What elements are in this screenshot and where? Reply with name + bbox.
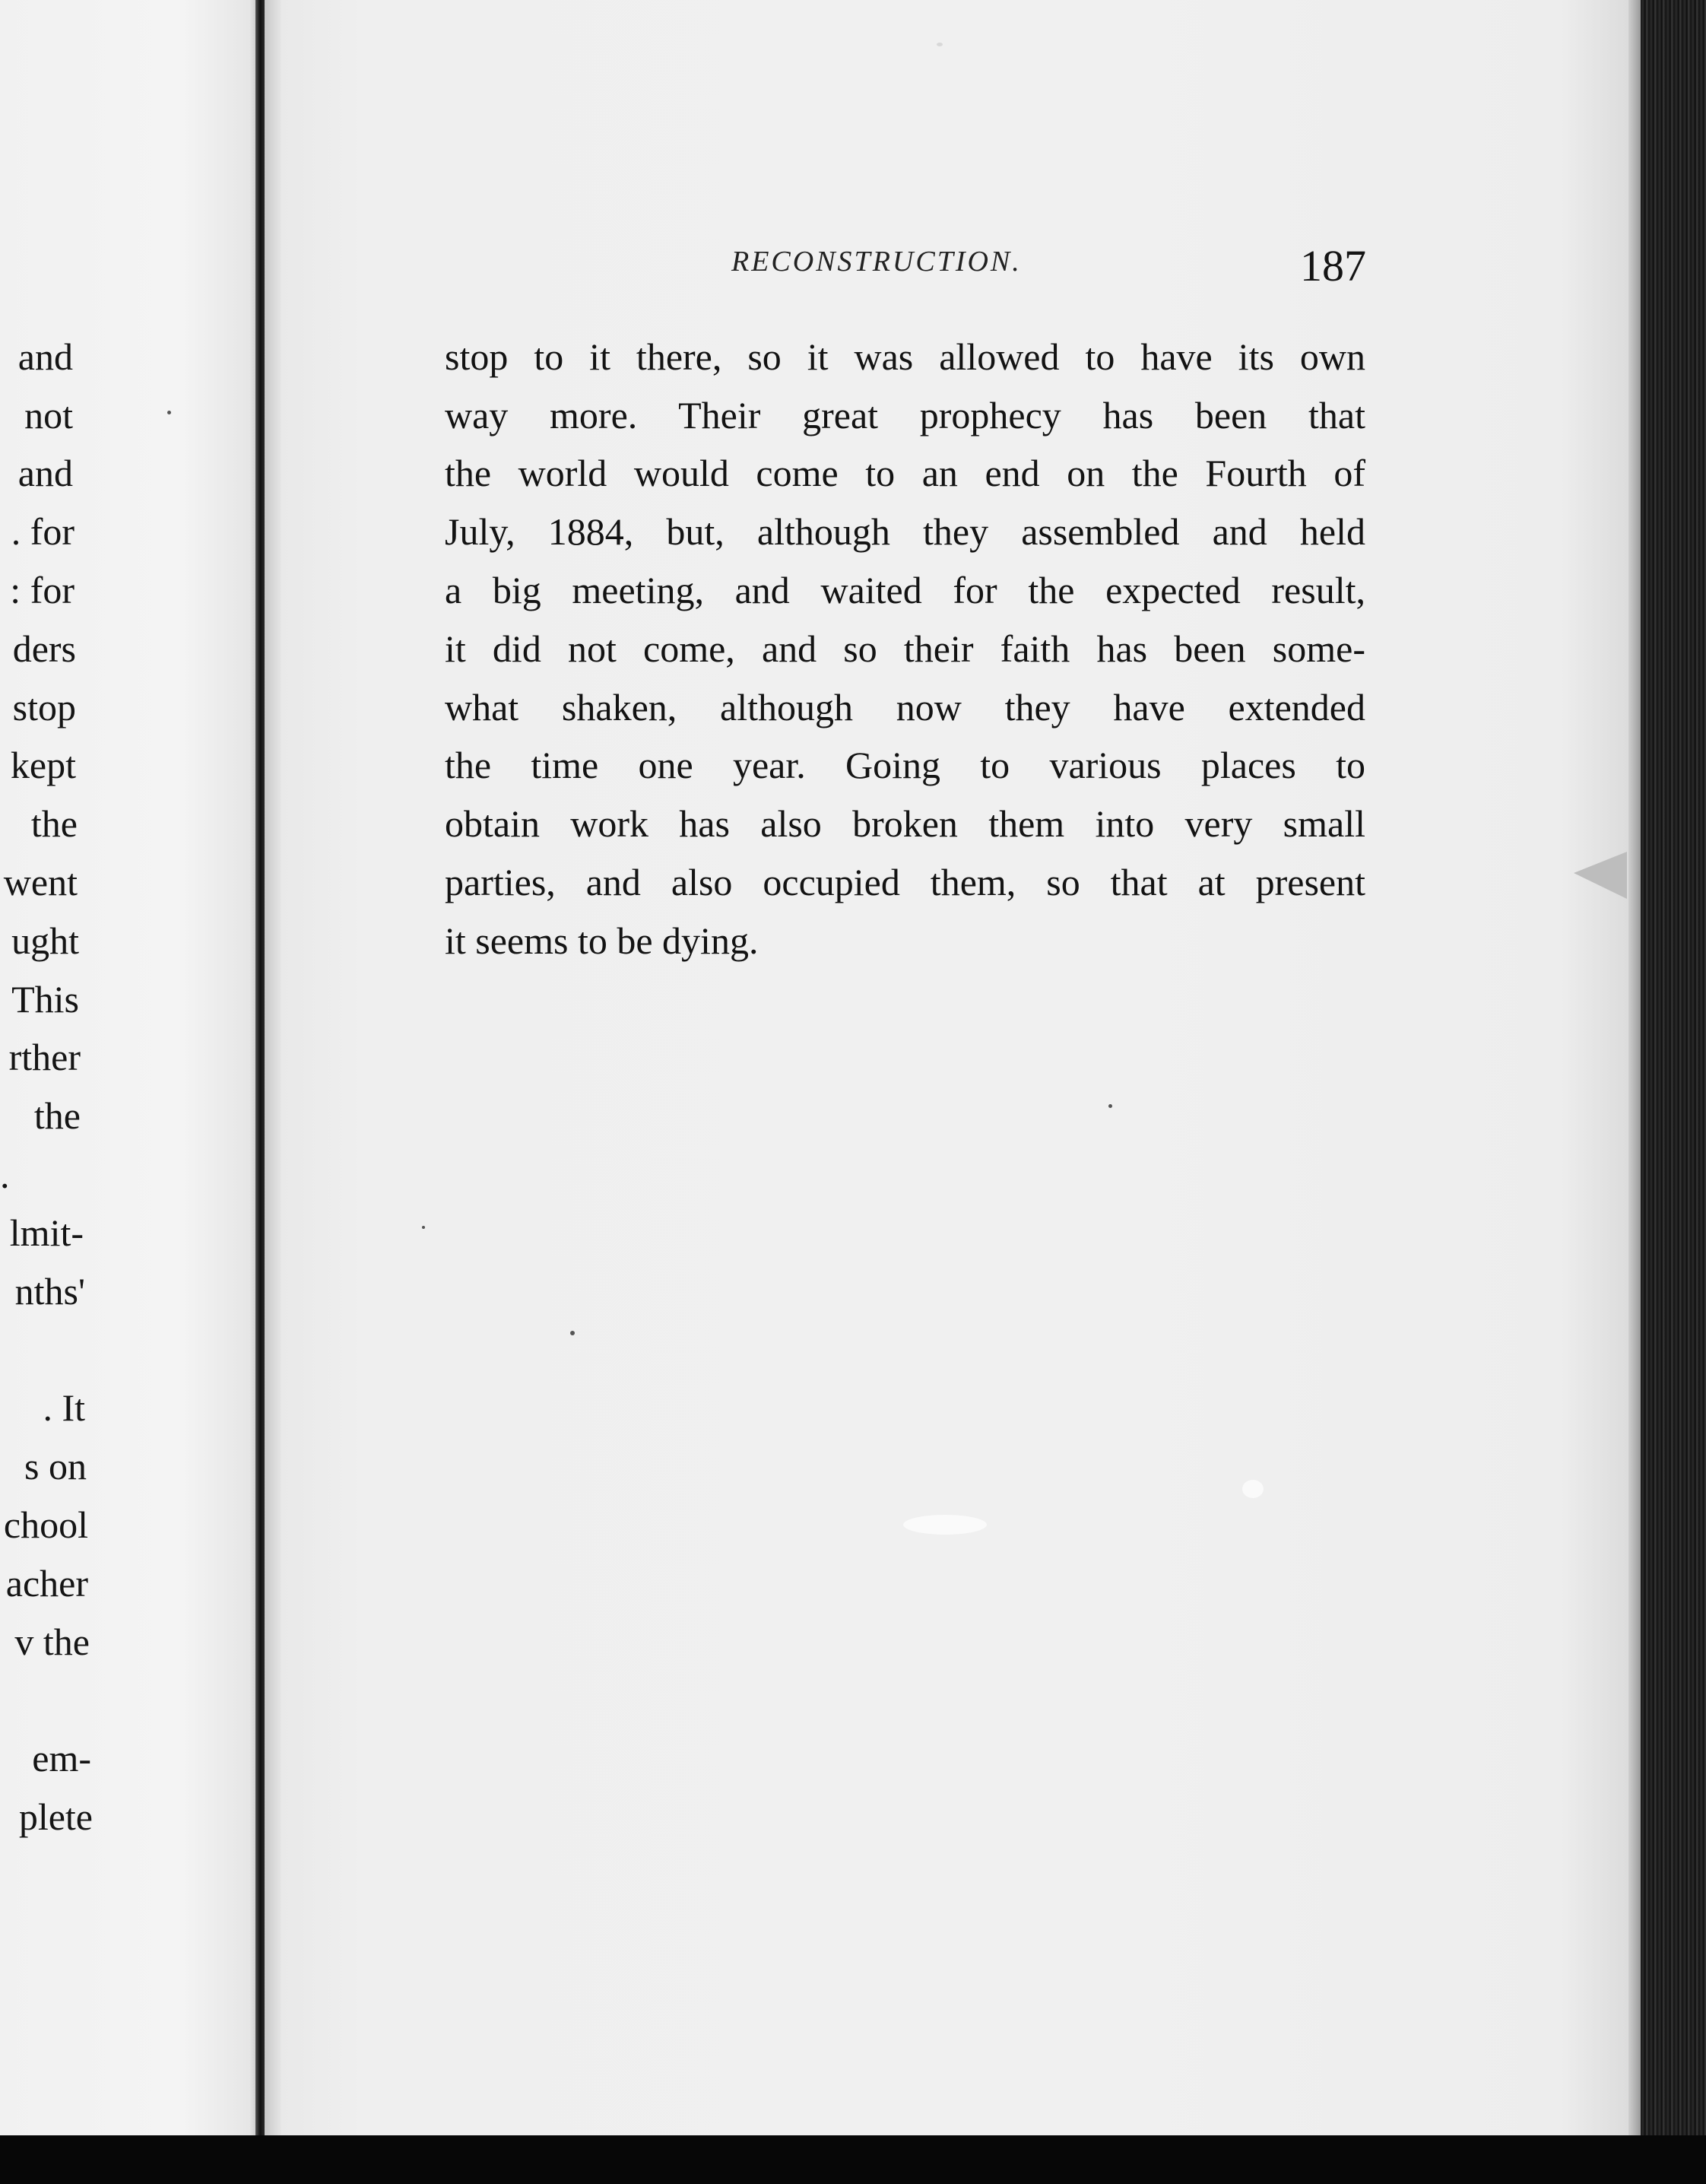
left-page-line-6: ders [12, 627, 76, 670]
body-line-4: July, 1884, but, although they assembled and held [445, 510, 1365, 553]
left-page-line-12: This [11, 978, 79, 1021]
right-page-edge [1628, 0, 1641, 2138]
left-page-line-5: : for [10, 569, 75, 611]
left-page-line-7: stop [12, 686, 76, 729]
left-page-line-20: chool [3, 1503, 88, 1546]
body-line-6: it did not come, and so their faith has been some- [445, 627, 1365, 670]
dust-speck [570, 1331, 575, 1335]
body-line-7: what shaken, although now they have extended [445, 686, 1365, 729]
body-line-8: the time one year. Going to various places to [445, 744, 1365, 786]
body-line-11: it seems to be dying. [445, 919, 759, 962]
left-page-fragment [0, 0, 260, 2135]
body-line-2: way more. Their great prophecy has been that [445, 394, 1365, 436]
left-page-line-16: lmit- [9, 1211, 84, 1254]
left-page-line-21: acher [5, 1562, 88, 1605]
left-page-line-4: . for [11, 510, 75, 553]
body-line-9: obtain work has also broken them into very small [445, 802, 1365, 845]
gutter-shadow [265, 0, 281, 2135]
left-page-line-24: plete [18, 1795, 93, 1838]
left-page-line-2: not [24, 394, 73, 436]
body-line-1: stop to it there, so it was allowed to have its own [445, 335, 1365, 378]
scan-bottom-border [0, 2135, 1706, 2184]
running-head: RECONSTRUCTION. [731, 246, 1022, 278]
left-page-line-18: . It [43, 1386, 85, 1429]
left-page-line-19: s on [24, 1445, 87, 1487]
left-page-line-15: . [0, 1154, 10, 1196]
paper-smudge [1242, 1480, 1264, 1498]
body-line-5: a big meeting, and waited for the expected result, [445, 569, 1365, 611]
body-line-3: the world would come to an end on the Fourth of [445, 452, 1365, 494]
right-page [281, 0, 1628, 2138]
book-gutter [255, 0, 265, 2135]
body-line-10: parties, and also occupied them, so that at present [445, 861, 1365, 903]
paper-smudge [903, 1515, 987, 1535]
dust-speck [167, 411, 171, 414]
left-page-line-22: v the [14, 1621, 90, 1663]
left-page-line-9: the [30, 802, 78, 845]
left-page-line-11: ught [11, 919, 79, 962]
dust-speck [937, 43, 943, 46]
left-page-line-8: kept [10, 744, 76, 786]
left-page-line-10: went [3, 861, 78, 903]
page-number: 187 [1300, 241, 1366, 290]
left-page-line-14: the [33, 1094, 81, 1137]
left-page-line-3: and [17, 452, 73, 494]
left-page-line-1: and [17, 335, 73, 378]
book-page-stack-edge [1641, 0, 1706, 2184]
dust-speck [1108, 1104, 1112, 1108]
page-tab-mark [1574, 852, 1627, 899]
left-page-line-13: rther [8, 1036, 81, 1078]
left-page-line-17: nths' [14, 1270, 85, 1313]
dust-speck [422, 1226, 425, 1229]
left-page-line-23: em- [32, 1737, 91, 1779]
